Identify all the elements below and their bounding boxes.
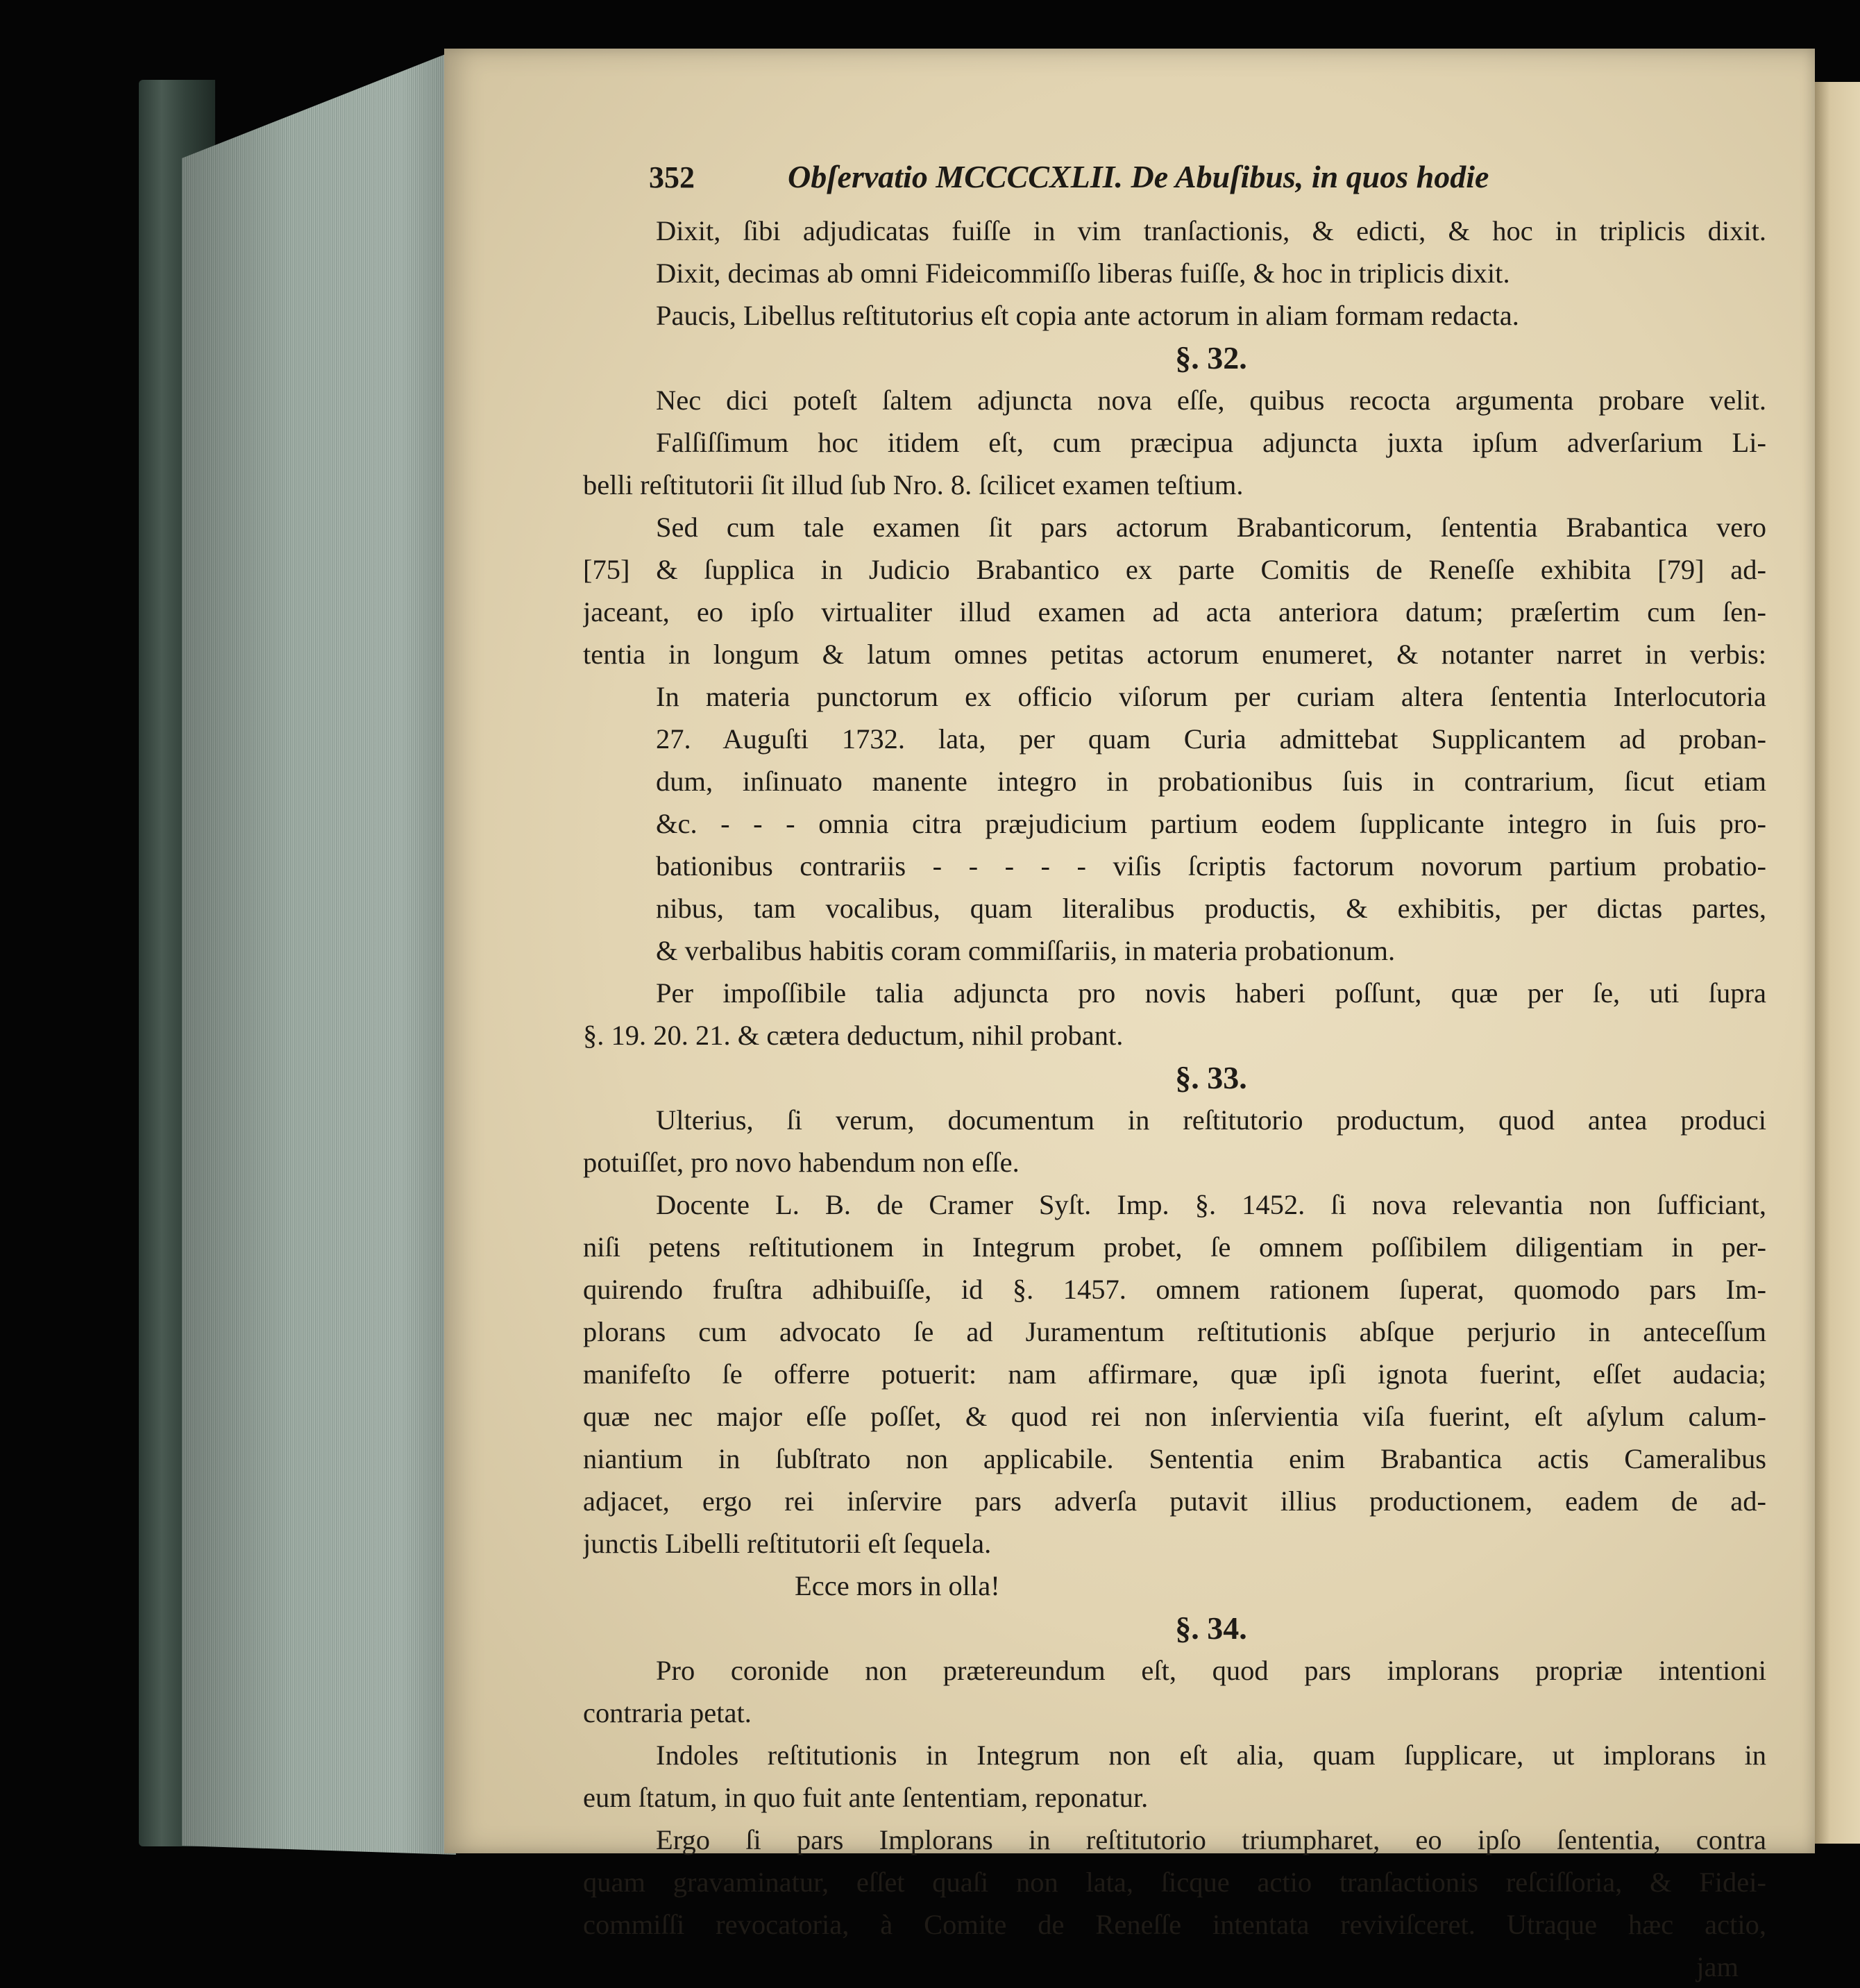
text-line: adjacet, ergo rei inſervire pars adverſa putavit illius productionem, eadem de ad-	[583, 1485, 1766, 1517]
text-line: Ergo ſi pars Implorans in reſtitutorio triumpharet, eo ipſo ſententia, contra	[656, 1824, 1766, 1855]
text-line: §. 19. 20. 21. & cætera deductum, nihil probant.	[583, 1020, 1124, 1051]
text-line: eum ſtatum, in quo fuit ante ſententiam, reponatur.	[583, 1782, 1149, 1813]
text-line: tentia in longum & latum omnes petitas actorum enumeret, & notanter narret in verbis:	[583, 639, 1766, 670]
text-line: quam gravaminatur, eſſet quaſi non lata, ſicque actio tranſactionis reſciſſoria, & Fidei-	[583, 1867, 1766, 1898]
section-heading: §. 32.	[1175, 340, 1247, 376]
text-line: Paucis, Libellus reſtitutorius eſt copia ante actorum in aliam formam redacta.	[656, 300, 1519, 331]
text-line: Dixit, ſibi adjudicatas fuiſſe in vim tranſactionis, & edicti, & hoc in triplicis dixit.	[656, 215, 1766, 246]
text-line: Dixit, decimas ab omni Fideicommiſſo liberas fuiſſe, & hoc in triplicis dixit.	[656, 258, 1510, 289]
text-line: &c. - - - omnia citra præjudicium partium eodem ſupplicante integro in ſuis pro-	[656, 808, 1766, 839]
text-line: Nec dici poteſt ſaltem adjuncta nova eſſe, quibus recocta argumenta probare velit.	[656, 385, 1766, 416]
page-header	[649, 158, 1780, 201]
text-line: contraria petat.	[583, 1697, 752, 1728]
text-line: commiſſi revocatoria, à Comite de Reneſſe intentata reviviſceret. Utraque hæc actio,	[583, 1909, 1766, 1940]
text-line: Ulterius, ſi verum, documentum in reſtitutorio productum, quod antea produci	[656, 1104, 1766, 1136]
text-line: potuiſſet, pro novo habendum non eſſe.	[583, 1147, 1020, 1178]
text-line: quæ nec major eſſe poſſet, & quod rei non inſervientia viſa fuerint, eſt aſylum calum-	[583, 1401, 1766, 1432]
text-line: niſi petens reſtitutionem in Integrum probet, ſe omnem poſſibilem diligentiam in per-	[583, 1231, 1766, 1263]
next-page-edge	[1810, 82, 1860, 1844]
section-heading: §. 33.	[1175, 1060, 1247, 1095]
catchword: jam	[1696, 1951, 1739, 1982]
text-line: quirendo fruſtra adhibuiſſe, id §. 1457. omnem rationem ſuperat, quomodo pars Im-	[583, 1274, 1766, 1305]
section-heading: §. 34.	[1175, 1610, 1247, 1646]
page-body	[583, 210, 1766, 1988]
text-line: Per impoſſibile talia adjuncta pro novis haberi poſſunt, quæ per ſe, uti ſupra	[656, 977, 1766, 1009]
text-line: Sed cum tale examen ſit pars actorum Brabanticorum, ſententia Brabantica vero	[656, 512, 1766, 543]
text-line: belli reſtitutorii ſit illud ſub Nro. 8. ſcilicet examen teſtium.	[583, 469, 1244, 500]
text-line: bationibus contrariis - - - - - viſis ſcriptis factorum novorum partium probatio-	[656, 850, 1766, 882]
text-line: & verbalibus habitis coram commiſſariis, in materia probationum.	[656, 935, 1396, 966]
running-head: Obſervatio MCCCCXLII. De Abuſibus, in quos hodie	[788, 159, 1489, 194]
text-line: jaceant, eo ipſo virtualiter illud examen ad acta anteriora datum; præſertim cum ſen-	[583, 596, 1766, 627]
text-line: plorans cum advocato ſe ad Juramentum reſtitutionis abſque perjurio in anteceſſum	[583, 1316, 1766, 1347]
text-line: nibus, tam vocalibus, quam literalibus productis, & exhibitis, per dictas partes,	[656, 893, 1766, 924]
text-line: dum, inſinuato manente integro in probationibus ſuis in contrarium, ſicut etiam	[656, 766, 1766, 797]
text-line: Indoles reſtitutionis in Integrum non eſt alia, quam ſupplicare, ut implorans in	[656, 1739, 1766, 1771]
text-line: junctis Libelli reſtitutorii eſt ſequela.	[583, 1528, 992, 1559]
text-line: Pro coronide non prætereundum eſt, quod pars implorans propriæ intentioni	[656, 1655, 1766, 1686]
page-number: 352	[649, 160, 695, 194]
text-line: niantium in ſubſtrato non applicabile. Sententia enim Brabantica actis Cameralibus	[583, 1443, 1766, 1474]
text-line: Docente L. B. de Cramer Syſt. Imp. §. 1452. ſi nova relevantia non ſufficiant,	[656, 1189, 1766, 1220]
page-edges	[182, 50, 456, 1855]
text-line: [75] & ſupplica in Judicio Brabantico ex parte Comitis de Reneſſe exhibita [79] ad-	[583, 554, 1766, 585]
text-line: In materia punctorum ex officio viſorum per curiam altera ſententia Interlocutoria	[656, 681, 1766, 712]
text-line: Falſiſſimum hoc itidem eſt, cum præcipua adjuncta juxta ipſum adverſarium Li-	[656, 427, 1766, 458]
text-line: 27. Auguſti 1732. lata, per quam Curia admittebat Supplicantem ad proban-	[656, 723, 1766, 755]
text-line: manifeſto ſe offerre potuerit: nam affirmare, quæ ipſi ignota fuerint, eſſet audacia;	[583, 1358, 1766, 1390]
text-line: Ecce mors in olla!	[795, 1570, 1000, 1601]
